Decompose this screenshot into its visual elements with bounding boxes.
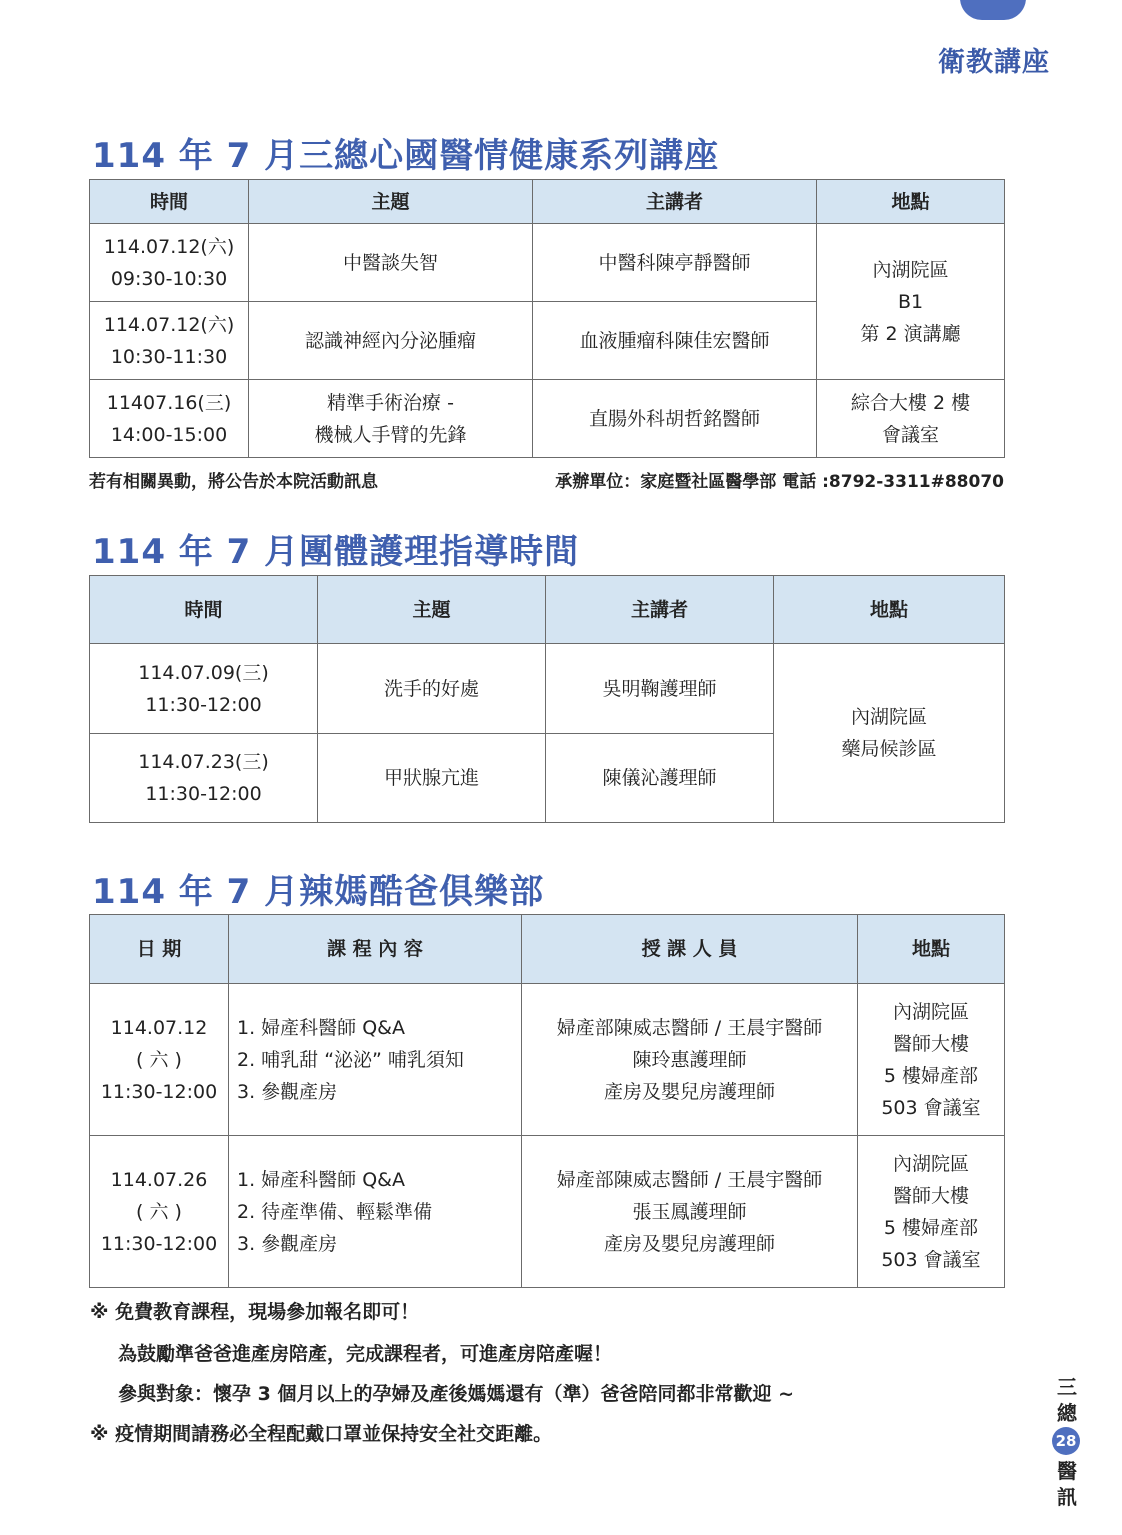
lecture-location: 綜合大樓 2 樓 會議室: [817, 380, 1005, 458]
club-header-date: 日 期: [90, 915, 229, 984]
club-place: 內湖院區 醫師大樓 5 樓婦產部 503 會議室: [858, 984, 1005, 1136]
nursing-header-location: 地點: [774, 576, 1005, 644]
lecture-topic: 認識神經內分泌腫瘤: [249, 302, 533, 380]
nursing-time: 114.07.09(三) 11:30-12:00: [90, 644, 318, 734]
lecture-location: 內湖院區 B1 第 2 演講廳: [817, 224, 1005, 380]
lectures-header-location: 地點: [817, 180, 1005, 224]
table-row: [90, 380, 1005, 458]
club-staff: 婦產部陳威志醫師 / 王晨宇醫師 張玉鳳護理師 產房及嬰兒房護理師: [522, 1136, 858, 1288]
lecture-speaker: 中醫科陳亭靜醫師: [533, 224, 817, 302]
club-note-audience: 參與對象：懷孕 3 個月以上的孕婦及產後媽媽還有（準）爸爸陪同都非常歡迎 ~: [118, 1383, 794, 1405]
club-header-place: 地點: [858, 915, 1005, 984]
lecture-topic: 精準手術治療 - 機械人手臂的先鋒: [249, 380, 533, 458]
lecture-speaker: 直腸外科胡哲銘醫師: [533, 380, 817, 458]
lectures-title: 114 年 7 月三總心國醫情健康系列講座: [92, 136, 720, 176]
club-table: [89, 914, 1005, 1288]
table-row: [90, 224, 1005, 302]
nursing-speaker: 陳儀沁護理師: [546, 734, 774, 823]
club-date: 114.07.12 ( 六 ) 11:30-12:00: [90, 984, 229, 1136]
nursing-topic: 甲狀腺亢進: [318, 734, 546, 823]
nursing-header-topic: 主題: [318, 576, 546, 644]
club-note-free: ※ 免費教育課程，現場參加報名即可！: [90, 1301, 420, 1323]
lecture-time: 114.07.12(六) 09:30-10:30: [90, 224, 249, 302]
club-date: 114.07.26 ( 六 ) 11:30-12:00: [90, 1136, 229, 1288]
side-label-top: 三 總: [1057, 1375, 1077, 1425]
header-tab-decoration: [960, 0, 1026, 20]
page-number-badge: 28: [1052, 1427, 1080, 1455]
nursing-header-time: 時間: [90, 576, 318, 644]
lecture-time: 114.07.12(六) 10:30-11:30: [90, 302, 249, 380]
club-title: 114 年 7 月辣媽酷爸俱樂部: [92, 872, 545, 912]
lectures-footnote-left: 若有相關異動，將公告於本院活動訊息: [89, 472, 378, 492]
nursing-table: [89, 575, 1005, 823]
lectures-header-time: 時間: [90, 180, 249, 224]
club-content: 1. 婦產科醫師 Q&A 2. 哺乳甜 “泌泌” 哺乳須知 3. 參觀產房: [229, 984, 522, 1136]
nursing-topic: 洗手的好處: [318, 644, 546, 734]
club-staff: 婦產部陳威志醫師 / 王晨宇醫師 陳玲惠護理師 產房及嬰兒房護理師: [522, 984, 858, 1136]
side-label-bottom: 醫 訊: [1057, 1459, 1077, 1509]
table-row: [90, 644, 1005, 734]
nursing-time: 114.07.23(三) 11:30-12:00: [90, 734, 318, 823]
lectures-header-topic: 主題: [249, 180, 533, 224]
lectures-header-speaker: 主講者: [533, 180, 817, 224]
club-content: 1. 婦產科醫師 Q&A 2. 待產準備、輕鬆準備 3. 參觀產房: [229, 1136, 522, 1288]
club-place: 內湖院區 醫師大樓 5 樓婦產部 503 會議室: [858, 1136, 1005, 1288]
table-row: [90, 984, 1005, 1136]
club-note-mask: ※ 疫情期間請務必全程配戴口罩並保持安全社交距離。: [90, 1423, 553, 1445]
nursing-title: 114 年 7 月團體護理指導時間: [92, 532, 580, 572]
nursing-speaker: 吳明鞠護理師: [546, 644, 774, 734]
club-header-content: 課 程 內 容: [229, 915, 522, 984]
nursing-header-speaker: 主講者: [546, 576, 774, 644]
club-header-staff: 授 課 人 員: [522, 915, 858, 984]
lecture-topic: 中醫談失智: [249, 224, 533, 302]
lecture-time: 11407.16(三) 14:00-15:00: [90, 380, 249, 458]
table-row: [90, 1136, 1005, 1288]
section-label: 衛教講座: [938, 47, 1050, 78]
lecture-speaker: 血液腫瘤科陳佳宏醫師: [533, 302, 817, 380]
lectures-footnote-right: 承辦單位：家庭暨社區醫學部 電話 :8792-3311#88070: [555, 472, 1004, 492]
nursing-location: 內湖院區 藥局候診區: [774, 644, 1005, 823]
lectures-footnote: [89, 467, 1004, 492]
club-note-encourage: 為鼓勵準爸爸進產房陪產，完成課程者，可進產房陪產喔！: [118, 1343, 613, 1365]
lectures-table: [89, 179, 1005, 458]
